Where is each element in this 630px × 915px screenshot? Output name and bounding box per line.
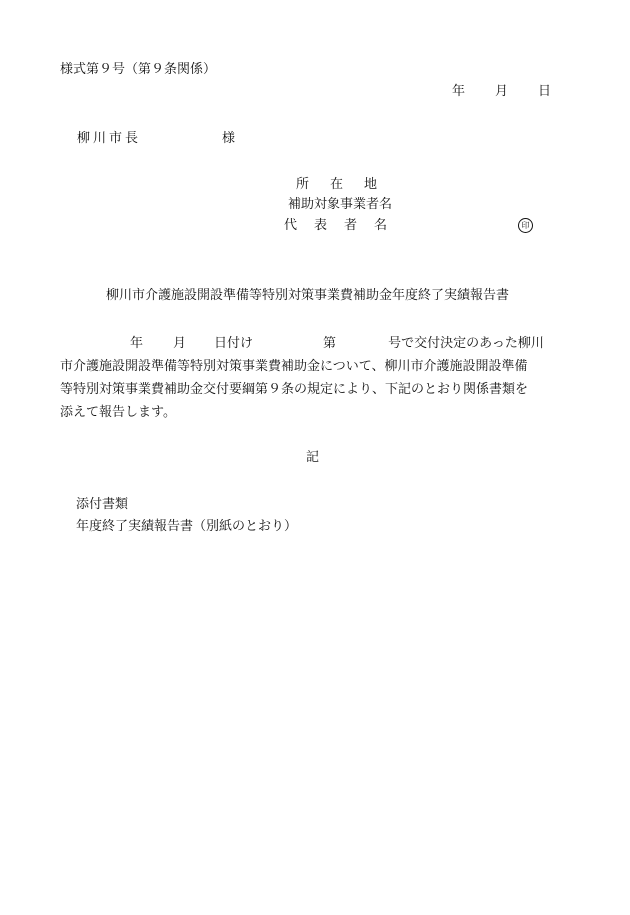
body-line1-rest: 号で交付決定のあった柳川	[388, 336, 544, 351]
form-label: 様式第９号（第９条関係）	[60, 62, 217, 77]
body-paragraph	[60, 332, 572, 424]
document-title: 柳川市介護施設開設準備等特別対策事業費補助金年度終了実績報告書	[106, 288, 510, 303]
body-line-2: 市介護施設開設準備等特別対策事業費補助金について、柳川市介護施設開設準備	[60, 359, 528, 374]
representative-name-label: 代 表 者 名	[284, 218, 390, 233]
body-line-3: 等特別対策事業費補助金交付要綱第９条の規定により、下記のとおり関係書類を	[60, 382, 529, 397]
business-name-label: 補助対象事業者名	[288, 197, 393, 212]
ki-heading: 記	[306, 450, 320, 465]
body-month-label: 月	[173, 336, 187, 351]
body-date-suffix: 日付け	[214, 336, 254, 351]
date-month-label: 月	[495, 84, 509, 99]
body-number-prefix: 第	[323, 336, 337, 351]
attachment-item: 年度終了実績報告書（別紙のとおり）	[76, 519, 298, 534]
attachments-heading: 添付書類	[76, 497, 129, 512]
address-label: 所 在 地	[296, 177, 382, 192]
body-line-4: 添えて報告します。	[60, 405, 176, 420]
date-day-label: 日	[538, 84, 552, 99]
seal-mark-icon: 印	[518, 218, 533, 233]
date-year-label: 年	[452, 84, 466, 99]
body-year-label: 年	[130, 336, 144, 351]
body-line-1	[60, 332, 572, 355]
addressee-name: 柳川市長	[77, 131, 142, 146]
addressee-honorific: 様	[222, 131, 236, 146]
